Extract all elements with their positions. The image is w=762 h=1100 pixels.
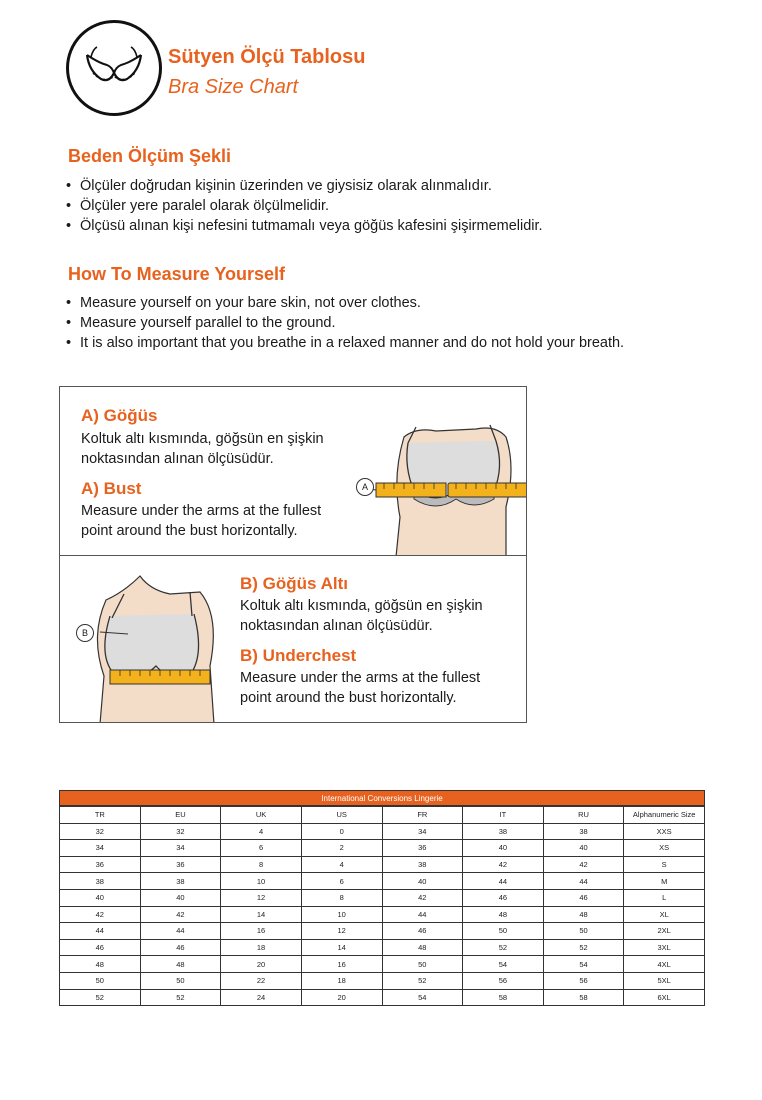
table-header-row bbox=[60, 807, 705, 824]
table-cell: 50 bbox=[463, 923, 544, 940]
table-cell: 40 bbox=[382, 873, 463, 890]
column-header: FR bbox=[382, 807, 463, 824]
column-header: US bbox=[301, 807, 382, 824]
table-cell: 54 bbox=[382, 989, 463, 1006]
list-item: • It is also important that you breathe in a relaxed manner and do not hold your breath. bbox=[66, 333, 624, 353]
table-cell: 12 bbox=[221, 889, 302, 906]
table-cell: 42 bbox=[382, 889, 463, 906]
table-cell: 4 bbox=[301, 856, 382, 873]
table-cell: 16 bbox=[221, 923, 302, 940]
title-en: Bra Size Chart bbox=[168, 76, 299, 98]
table-cell: 48 bbox=[463, 906, 544, 923]
size-conversion-table bbox=[59, 790, 705, 1006]
table-cell: 38 bbox=[60, 873, 141, 890]
list-item: • Ölçüler doğrudan kişinin üzerinden ve giysisiz olarak alınmalıdır. bbox=[66, 176, 543, 196]
table-cell: 56 bbox=[543, 972, 624, 989]
table-cell: 40 bbox=[543, 840, 624, 857]
column-header: TR bbox=[60, 807, 141, 824]
section-heading-en: How To Measure Yourself bbox=[68, 264, 286, 284]
table-cell: 4XL bbox=[624, 956, 705, 973]
list-item: • Measure yourself parallel to the ground. bbox=[66, 313, 624, 333]
table-cell: 48 bbox=[382, 939, 463, 956]
bra-icon bbox=[79, 43, 149, 93]
table-row bbox=[60, 840, 705, 857]
table-row bbox=[60, 873, 705, 890]
list-item: • Ölçüsü alınan kişi nefesini tutmamalı veya göğüs kafesini şişirmemelidir. bbox=[66, 216, 543, 236]
column-header: RU bbox=[543, 807, 624, 824]
table-cell: M bbox=[624, 873, 705, 890]
column-header: EU bbox=[140, 807, 221, 824]
table-cell: 42 bbox=[543, 856, 624, 873]
table-cell: 46 bbox=[60, 939, 141, 956]
underchest-title-en: B) Underchest bbox=[240, 646, 357, 665]
underchest-text-tr-1: Koltuk altı kısmında, göğsün en şişkin bbox=[240, 598, 483, 614]
table-row bbox=[60, 906, 705, 923]
table-cell: 38 bbox=[382, 856, 463, 873]
marker-b-label: B bbox=[76, 624, 94, 642]
underchest-title-tr: B) Göğüs Altı bbox=[240, 574, 348, 593]
column-header: IT bbox=[463, 807, 544, 824]
column-header: UK bbox=[221, 807, 302, 824]
table-body bbox=[60, 823, 705, 1006]
table-cell: 2 bbox=[301, 840, 382, 857]
table-row bbox=[60, 956, 705, 973]
table-cell: 52 bbox=[463, 939, 544, 956]
bust-text-tr-2: noktasından alınan ölçüsüdür. bbox=[81, 451, 274, 467]
underchest-measure-box bbox=[59, 555, 527, 723]
table-cell: 5XL bbox=[624, 972, 705, 989]
table-cell: 50 bbox=[543, 923, 624, 940]
list-item: • Ölçüler yere paralel olarak ölçülmelidir. bbox=[66, 196, 543, 216]
table-cell: 12 bbox=[301, 923, 382, 940]
table-cell: 54 bbox=[463, 956, 544, 973]
table-title: International Conversions Lingerie bbox=[59, 790, 705, 806]
table-cell: 48 bbox=[60, 956, 141, 973]
section-heading-tr: Beden Ölçüm Şekli bbox=[68, 146, 232, 166]
table-cell: 42 bbox=[140, 906, 221, 923]
instructions-en bbox=[66, 293, 624, 353]
table-cell: 44 bbox=[543, 873, 624, 890]
table-cell: 10 bbox=[221, 873, 302, 890]
table-cell: 56 bbox=[463, 972, 544, 989]
table-cell: 58 bbox=[463, 989, 544, 1006]
table-cell: 44 bbox=[140, 923, 221, 940]
table-row bbox=[60, 889, 705, 906]
table-cell: 36 bbox=[60, 856, 141, 873]
table-cell: 8 bbox=[301, 889, 382, 906]
bra-logo-icon bbox=[66, 20, 162, 116]
table-cell: XXS bbox=[624, 823, 705, 840]
table-cell: 6XL bbox=[624, 989, 705, 1006]
table-cell: 36 bbox=[382, 840, 463, 857]
table-cell: 40 bbox=[140, 889, 221, 906]
title-tr: Sütyen Ölçü Tablosu bbox=[168, 46, 366, 68]
table-cell: 52 bbox=[543, 939, 624, 956]
table-row bbox=[60, 823, 705, 840]
table-cell: 22 bbox=[221, 972, 302, 989]
table-cell: 18 bbox=[221, 939, 302, 956]
table-cell: 38 bbox=[543, 823, 624, 840]
table-cell: 14 bbox=[221, 906, 302, 923]
list-item: • Measure yourself on your bare skin, not over clothes. bbox=[66, 293, 624, 313]
table-cell: 4 bbox=[221, 823, 302, 840]
table-cell: L bbox=[624, 889, 705, 906]
table-cell: 24 bbox=[221, 989, 302, 1006]
bust-text-tr-1: Koltuk altı kısmında, göğsün en şişkin bbox=[81, 431, 324, 447]
table-cell: 6 bbox=[221, 840, 302, 857]
table-cell: 34 bbox=[382, 823, 463, 840]
table-cell: 42 bbox=[463, 856, 544, 873]
bust-title-en: A) Bust bbox=[81, 479, 142, 498]
table-row bbox=[60, 923, 705, 940]
table-cell: 44 bbox=[463, 873, 544, 890]
table-cell: 14 bbox=[301, 939, 382, 956]
table-cell: 42 bbox=[60, 906, 141, 923]
table-cell: 32 bbox=[60, 823, 141, 840]
table-cell: 50 bbox=[60, 972, 141, 989]
table-row bbox=[60, 989, 705, 1006]
bust-text-en-1: Measure under the arms at the fullest bbox=[81, 503, 322, 519]
table-cell: 48 bbox=[140, 956, 221, 973]
table-cell: 38 bbox=[463, 823, 544, 840]
table-cell: 50 bbox=[382, 956, 463, 973]
instructions-tr bbox=[66, 176, 543, 236]
underchest-text-tr-2: noktasından alınan ölçüsüdür. bbox=[240, 618, 433, 634]
table-cell: 44 bbox=[382, 906, 463, 923]
table-cell: 38 bbox=[140, 873, 221, 890]
size-table bbox=[59, 806, 705, 1006]
bust-text-en-2: point around the bust horizontally. bbox=[81, 523, 298, 539]
table-cell: 18 bbox=[301, 972, 382, 989]
underchest-text-en-1: Measure under the arms at the fullest bbox=[240, 670, 481, 686]
marker-a-label: A bbox=[356, 478, 374, 496]
table-row bbox=[60, 972, 705, 989]
bust-illustration bbox=[356, 407, 527, 556]
column-header: Alphanumeric Size bbox=[624, 807, 705, 824]
table-cell: 36 bbox=[140, 856, 221, 873]
table-cell: 46 bbox=[382, 923, 463, 940]
table-row bbox=[60, 939, 705, 956]
table-cell: S bbox=[624, 856, 705, 873]
table-cell: 20 bbox=[221, 956, 302, 973]
table-cell: 50 bbox=[140, 972, 221, 989]
table-cell: 52 bbox=[382, 972, 463, 989]
table-cell: 2XL bbox=[624, 923, 705, 940]
table-row bbox=[60, 856, 705, 873]
underchest-illustration bbox=[70, 556, 240, 723]
table-cell: 54 bbox=[543, 956, 624, 973]
table-cell: 52 bbox=[60, 989, 141, 1006]
table-cell: 0 bbox=[301, 823, 382, 840]
table-cell: XL bbox=[624, 906, 705, 923]
underchest-text-en-2: point around the bust horizontally. bbox=[240, 690, 457, 706]
table-cell: 6 bbox=[301, 873, 382, 890]
table-cell: 52 bbox=[140, 989, 221, 1006]
table-cell: 46 bbox=[140, 939, 221, 956]
bust-title-tr: A) Göğüs bbox=[81, 406, 158, 425]
table-cell: 10 bbox=[301, 906, 382, 923]
table-cell: 32 bbox=[140, 823, 221, 840]
table-cell: XS bbox=[624, 840, 705, 857]
table-cell: 58 bbox=[543, 989, 624, 1006]
table-cell: 8 bbox=[221, 856, 302, 873]
table-cell: 44 bbox=[60, 923, 141, 940]
table-cell: 40 bbox=[60, 889, 141, 906]
table-cell: 48 bbox=[543, 906, 624, 923]
table-cell: 40 bbox=[463, 840, 544, 857]
table-cell: 34 bbox=[140, 840, 221, 857]
table-cell: 34 bbox=[60, 840, 141, 857]
table-cell: 20 bbox=[301, 989, 382, 1006]
bust-measure-box bbox=[59, 386, 527, 556]
table-cell: 46 bbox=[463, 889, 544, 906]
table-cell: 46 bbox=[543, 889, 624, 906]
table-cell: 3XL bbox=[624, 939, 705, 956]
table-cell: 16 bbox=[301, 956, 382, 973]
